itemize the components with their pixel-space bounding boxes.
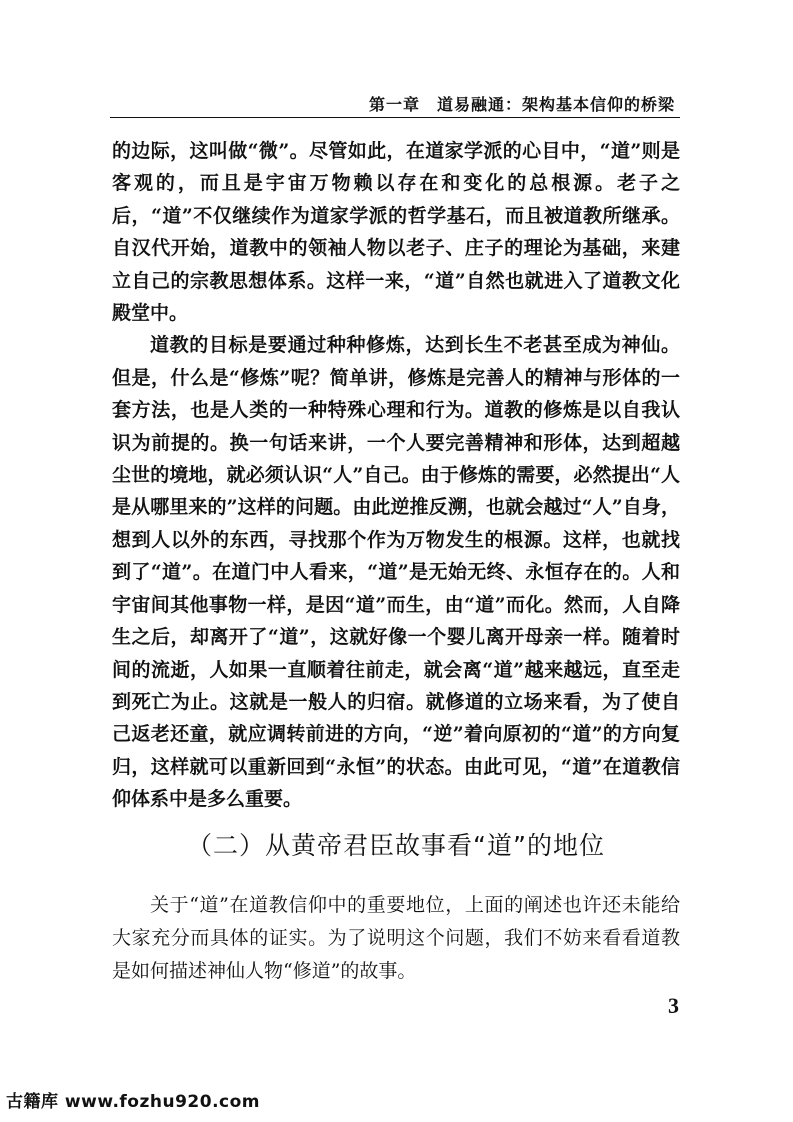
paragraph-1: 的边际，这叫做“微”。尽管如此，在道家学派的心目中，“道”则是客观的，而且是宇宙万物赖以存在和变化的总根源。老子之后，“道”不仅继续作为道家学派的哲学基石，而且被道教所继承。自汉代开始，道教中的领袖人物以老子、庄子的理论为基础，来建立自己的宗教思想体系。这样一来，“道”自然也就进入了道教文化殿堂中。 [112,140,680,325]
section-body-text [112,889,680,988]
page-number: 3 [668,993,679,1018]
section-heading: （二）从黄帝君臣故事看“道”的地位 [187,831,605,860]
watermark-text: 古籍库 www.fozhu920.com [6,1092,260,1112]
section-paragraph-1: 关于“道”在道教信仰中的重要地位，上面的阐述也许还未能给大家充分而具体的证实。为了说明这个问题，我们不妨来看看道教是如何描述神仙人物“修道”的故事。 [112,894,680,982]
header-rule [110,117,680,118]
running-header-title: 第一章 道易融通：架构基本信仰的桥梁 [368,95,675,114]
main-body-text [112,135,680,816]
paragraph-2: 道教的目标是要通过种种修炼，达到长生不老甚至成为神仙。但是，什么是“修炼”呢？简单讲，修炼是完善人的精神与形体的一套方法，也是人类的一种特殊心理和行为。道教的修炼是以自我认识为前提的。换一句话来讲，一个人要完善精神和形体，达到超越尘世的境地，就必须认识“人”自己。由于修炼的需要，必然提出“人是从哪里来的”这样的问题。由此逆推反溯，也就会越过“人”自身，想到人以外的东西，寻找那个作为万物发生的根源。这样，也就找到了“道”。在道门中人看来，“道”是无始无终、永恒存在的。人和宇宙间其他事物一样，是因“道”而生，由“道”而化。然而，人自降生之后，却离开了“道”，这就好像一个婴儿离开母亲一样。随着时间的流逝，人如果一直顺着往前走，就会离“道”越来越远，直至走到死亡为止。这就是一般人的归宿。就修道的立场来看，为了使自己返老还童，就应调转前进的方向，“逆”着向原初的“道”的方向复归，这样就可以重新回到“永恒”的状态。由此可见，“道”在道教信仰体系中是多么重要。 [112,334,680,811]
